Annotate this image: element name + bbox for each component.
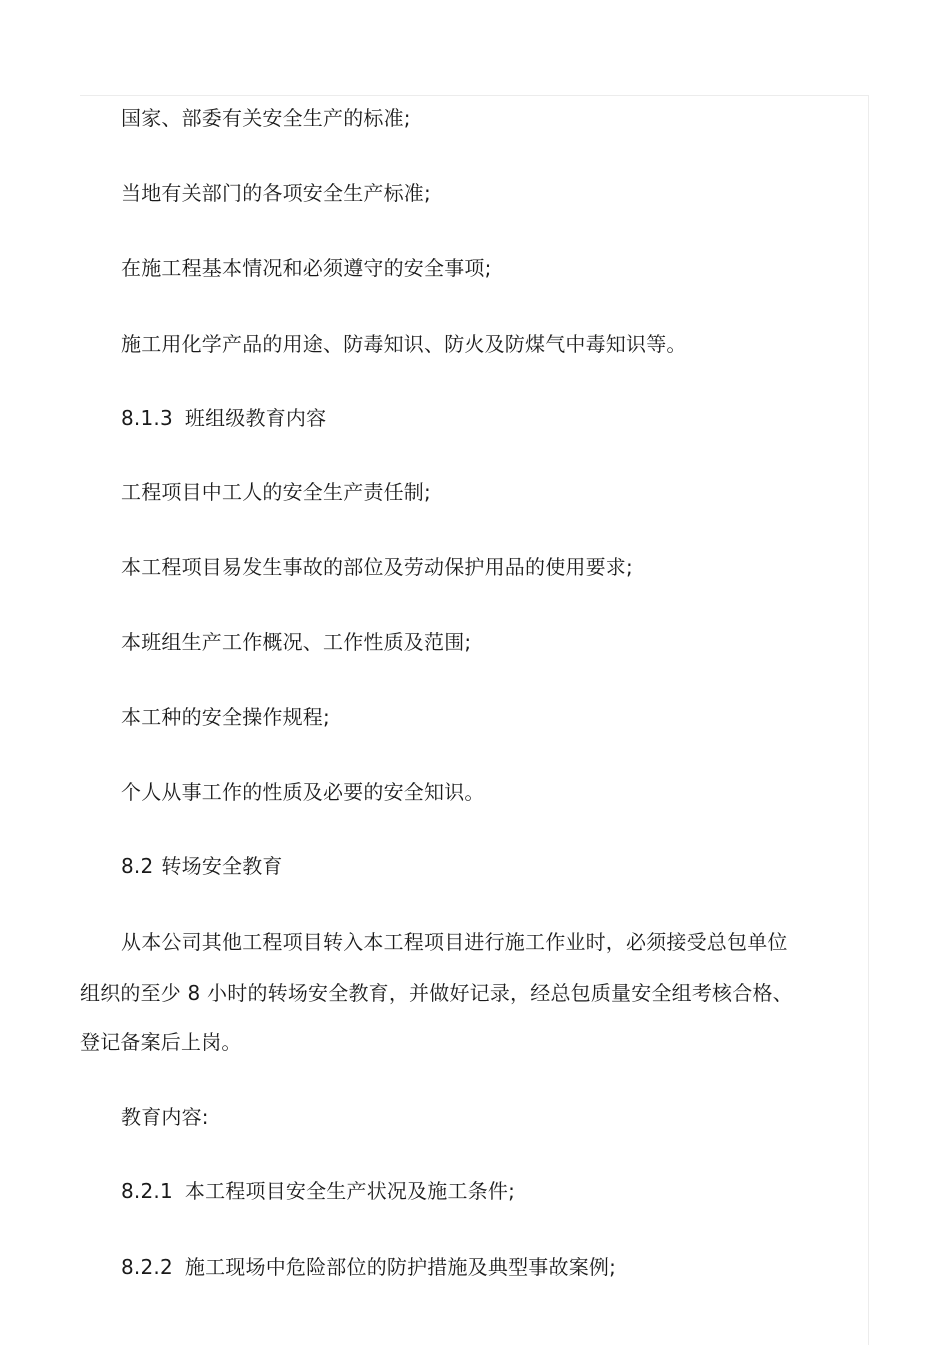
list-item: 教育内容: [121, 1105, 209, 1129]
list-item: 工程项目中工人的安全生产责任制; [121, 480, 431, 504]
list-item: 本班组生产工作概况、工作性质及范围; [121, 630, 472, 654]
section-title: 转场安全教育 [161, 854, 283, 878]
paragraph-line: 登记备案后上岗。 [80, 1030, 242, 1054]
paragraph-line: 组织的至少 8 小时的转场安全教育，并做好记录，经总包质量安全组考核合格、 [80, 981, 793, 1005]
section-number: 8.2 [121, 854, 154, 878]
section-heading-8-2-2 [80, 1255, 616, 1279]
section-number: 8.2.1 [121, 1179, 173, 1203]
section-title: 施工现场中危险部位的防护措施及典型事故案例; [184, 1255, 617, 1279]
section-heading-8-1-3 [80, 406, 326, 430]
section-title: 本工程项目安全生产状况及施工条件; [184, 1179, 516, 1203]
list-item: 本工种的安全操作规程; [121, 705, 330, 729]
section-heading-8-2-1 [80, 1179, 515, 1203]
section-title: 班组级教育内容 [184, 406, 327, 430]
section-heading-8-2 [80, 854, 283, 878]
list-item: 个人从事工作的性质及必要的安全知识。 [121, 780, 485, 804]
section-number: 8.1.3 [121, 406, 173, 430]
section-number: 8.2.2 [121, 1255, 173, 1279]
list-item: 施工用化学产品的用途、防毒知识、防火及防煤气中毒知识等。 [121, 332, 687, 356]
list-item: 国家、部委有关安全生产的标准; [121, 106, 411, 130]
paragraph-line: 从本公司其他工程项目转入本工程项目进行施工作业时，必须接受总包单位 [121, 930, 788, 954]
list-item: 当地有关部门的各项安全生产标准; [121, 181, 431, 205]
page-frame [80, 95, 869, 1345]
list-item: 在施工程基本情况和必须遵守的安全事项; [121, 256, 492, 280]
list-item: 本工程项目易发生事故的部位及劳动保护用品的使用要求; [121, 555, 633, 579]
